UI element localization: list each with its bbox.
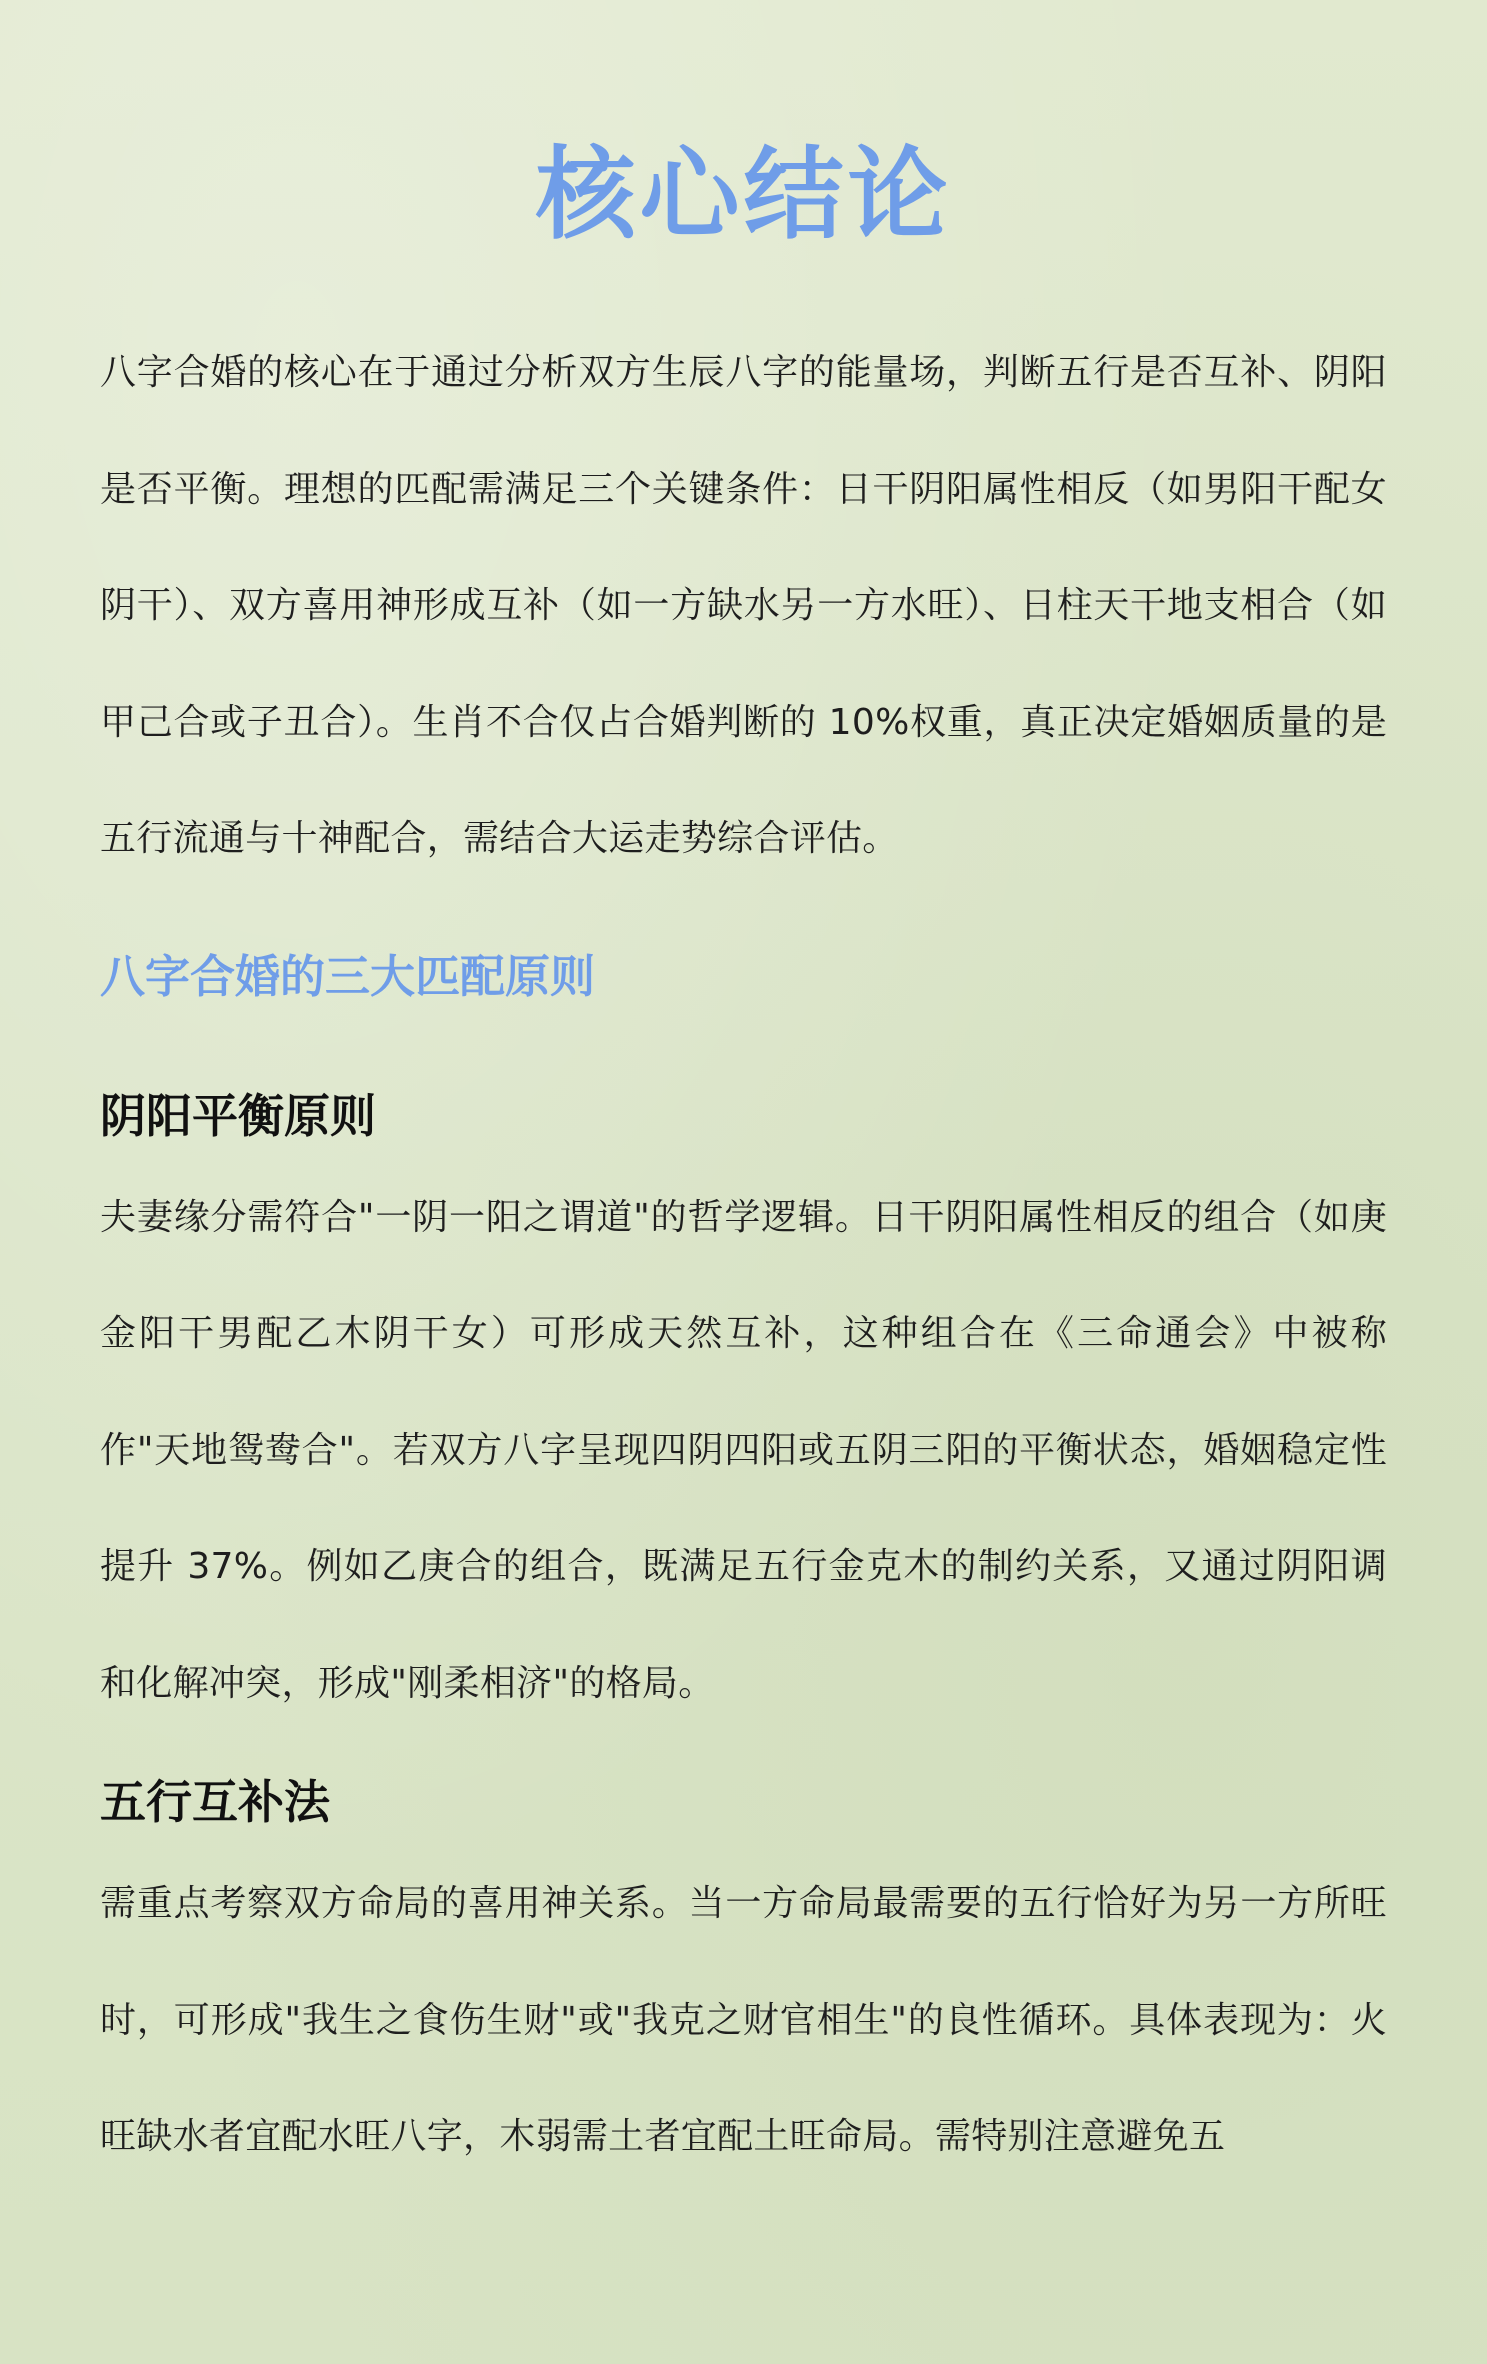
subsection-paragraph-wuxing: 需重点考察双方命局的喜用神关系。当一方命局最需要的五行恰好为另一方所旺时，可形成"我生之食伤生财"或"我克之财官相生"的良性循环。具体表现为：火旺缺水者宜配水旺八字，木弱需土者宜配土旺命局。需特别注意避免五 [100, 1883, 1387, 2157]
subsection-paragraph-yinyang: 夫妻缘分需符合"一阴一阳之谓道"的哲学逻辑。日干阴阳属性相反的组合（如庚金阳干男配乙木阴干女）可形成天然互补，这种组合在《三命通会》中被称作"天地鸳鸯合"。若双方八字呈现四阴四阳或五阴三阳的平衡状态，婚姻稳定性提升 37%。例如乙庚合的组合，既满足五行金克木的制约关系，又通过阴阳调和化解冲突，形成"刚柔相济"的格局。 [100, 1196, 1387, 1704]
subsection-heading-yinyang: 阴阳平衡原则 [100, 1088, 376, 1143]
subsection-heading-wuxing: 五行互补法 [100, 1775, 330, 1829]
page-title: 核心结论 [535, 136, 952, 253]
intro-paragraph: 八字合婚的核心在于通过分析双方生辰八字的能量场，判断五行是否互补、阴阳是否平衡。理想的匹配需满足三个关键条件：日干阴阳属性相反（如男阳干配女阴干）、双方喜用神形成互补（如一方缺水另一方水旺）、日柱天干地支相合（如甲己合或子丑合）。生肖不合仅占合婚判断的 10%权重，真正决定婚姻质量的是五行流通与十神配合，需结合大运走势综合评估。 [100, 352, 1387, 859]
section-title: 八字合婚的三大匹配原则 [100, 949, 596, 1003]
